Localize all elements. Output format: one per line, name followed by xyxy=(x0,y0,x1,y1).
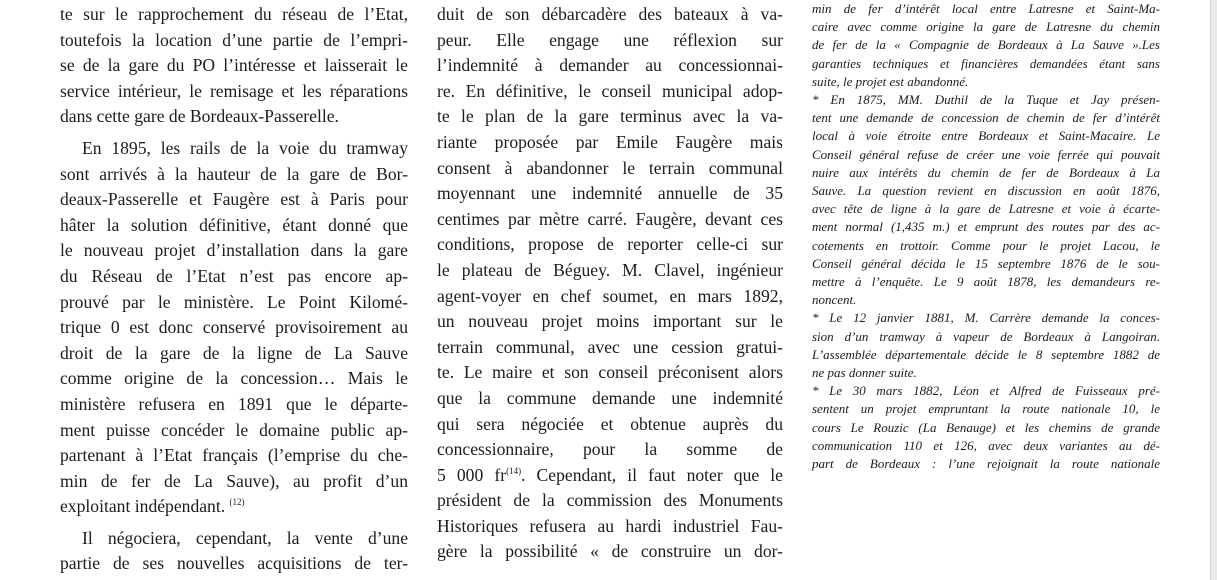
note-line: Conseil général décida le 15 septembre 1876 de le sou- xyxy=(812,255,1160,271)
footnote-ref-14: (14) xyxy=(506,465,522,476)
footnote-ref-12: (12) xyxy=(229,497,245,508)
footnote-column xyxy=(812,0,1160,473)
text-line: partie de ses nouvelles acquisitions de ter- xyxy=(60,553,408,574)
text-line: moyennant une indemnité annuelle de 35 xyxy=(437,183,783,204)
text-line: président de la commission des Monuments xyxy=(437,490,783,511)
text-line: te. Le maire et son conseil préconisent alors xyxy=(437,362,783,383)
text-line: ministère refusera en 1891 que le départe- xyxy=(60,393,408,414)
note-line: cours Le Rouzic (La Benauge) et les chemins de grande xyxy=(812,419,1160,435)
note-line: sentent un projet empruntant la route nationale 10, le xyxy=(812,401,1160,417)
text-line: min de fer de La Sauve), au profit d’un xyxy=(60,470,408,491)
text-line: qui sera négociée et obtenue auprès du xyxy=(437,413,783,434)
text-line: re. En définitive, le conseil municipal adop- xyxy=(437,80,783,101)
text-line: le plateau de Béguey. M. Clavel, ingénieur xyxy=(437,259,783,280)
note-line: Sauve. La question revient en discussion en août 1876, xyxy=(812,183,1160,199)
note-line: ne pas donner suite. xyxy=(812,365,917,381)
note-line: suite, le projet est abandonné. xyxy=(812,73,969,89)
text-line: toutefois la location d’une partie de l’empri- xyxy=(60,29,408,50)
text-line: partenant à l’Etat français (l’emprise du che- xyxy=(60,445,408,466)
note-line: * Le 30 mars 1882, Léon et Alfred de Fuisseaux pré- xyxy=(812,383,1160,399)
text-line: service intérieur, le remisage et les réparations xyxy=(60,80,408,101)
text-line: terrain communal, avec une cession gratui- xyxy=(437,336,783,357)
note-line: part de Bordeaux : l’une rejoignait la route nationale xyxy=(812,456,1160,472)
note-line: * En 1875, MM. Duthil de la Tuque et Jay présen- xyxy=(812,92,1160,108)
note-line: noncent. xyxy=(812,292,857,308)
text-fragment: . Cependant, il faut noter que le xyxy=(521,464,783,485)
text-line: que la commune demande une indemnité xyxy=(437,387,783,408)
note-line: garanties techniques et financières demandées étant sans xyxy=(812,55,1160,71)
text-fragment: exploitant indépendant. xyxy=(60,496,226,517)
note-line: Conseil général refuse de créer une voie ferrée qui pouvait xyxy=(812,146,1160,162)
text-line xyxy=(437,463,783,489)
text-line: se de la gare du PO l’intéresse et laisserait le xyxy=(60,55,408,76)
page-edge-scrollbar xyxy=(1210,0,1217,580)
text-line: gère la possibilité « de construire un dor- xyxy=(437,541,783,562)
text-fragment: 5 000 fr xyxy=(437,464,507,485)
text-line: trique 0 est donc conservé provisoirement au xyxy=(60,317,408,338)
text-column-middle xyxy=(437,0,783,565)
text-line: droit de la gare de la ligne de La Sauve xyxy=(60,342,408,363)
note-line: local à voie étroite entre Bordeaux et Saint-Macaire. Le xyxy=(812,128,1160,144)
text-line: Il négociera, cependant, la vente d’une xyxy=(82,527,408,548)
text-line: duit de son débarcadère des bateaux à va- xyxy=(437,4,783,24)
text-line: l’indemnité à demander au concessionnai- xyxy=(437,55,783,76)
text-line: te sur le rapprochement du réseau de l’Etat, xyxy=(60,4,408,24)
text-line: prouvé par le ministère. Le Point Kilomé- xyxy=(60,291,408,312)
text-line: concessionnaire, pour la somme de xyxy=(437,439,783,460)
text-line: En 1895, les rails de la voie du tramway xyxy=(82,137,408,158)
note-line: avec tête de ligne à la gare de Latresne et voie à écarte- xyxy=(812,201,1160,217)
text-line: ment puisse concéder le domaine public ap- xyxy=(60,419,408,440)
text-column-left xyxy=(60,0,408,577)
text-line: comme origine de la concession… Mais le xyxy=(60,368,408,389)
text-line: le nouveau projet d’installation dans la gare xyxy=(60,240,408,261)
text-line: centimes par mètre carré. Faugère, devant ces xyxy=(437,208,783,229)
text-line: conditions, propose de reporter celle-ci sur xyxy=(437,234,783,255)
note-line: min de fer d’intérêt local entre Latresne et Saint-Ma- xyxy=(812,1,1160,16)
note-line: cotements en trottoir. Comme pour le projet Lacou, le xyxy=(812,237,1160,253)
text-line: te le plan de la gare terminus avec la va- xyxy=(437,106,783,127)
text-line: consent à abandonner le terrain communal xyxy=(437,157,783,178)
note-line: L’assemblée départementale décide le 8 septembre 1882 de xyxy=(812,346,1160,362)
note-line: nuire aux intérêts du chemin de fer de Bordeaux à La xyxy=(812,164,1160,180)
text-line: hâter la solution définitive, étant donné que xyxy=(60,214,408,235)
text-line: un nouveau projet moins important sur le xyxy=(437,311,783,332)
note-line: de fer de la « Compagnie de Bordeaux à La Sauve ».Les xyxy=(812,37,1160,53)
text-line: du Réseau de l’Etat n’est pas encore ap- xyxy=(60,265,408,286)
text-line: deaux-Passerelle et Faugère est à Paris pour xyxy=(60,189,408,210)
text-line: agent-voyer en chef soumet, en mars 1892, xyxy=(437,285,783,306)
text-line: sont arrivés à la hauteur de la gare de Bor- xyxy=(60,163,408,184)
text-line: peur. Elle engage une réflexion sur xyxy=(437,29,783,50)
text-line: Historiques refusera au hardi industriel Fau- xyxy=(437,515,783,536)
note-line: communication 110 et 126, avec deux variantes au dé- xyxy=(812,437,1160,453)
note-line: caire avec comme origine la gare de Latresne du chemin xyxy=(812,19,1160,35)
note-line: * Le 12 janvier 1881, M. Carrère demande la conces- xyxy=(812,310,1160,326)
note-line: sion d’un tramway à vapeur de Bordeaux à Langoiran. xyxy=(812,328,1160,344)
text-line xyxy=(60,494,408,520)
note-line: ment normal (1,435 m.) et emprunt des routes par des ac- xyxy=(812,219,1160,235)
text-line: riante proposée par Emile Faugère mais xyxy=(437,131,783,152)
text-line: dans cette gare de Bordeaux-Passerelle. xyxy=(60,106,339,127)
note-line: mettre à l’enquête. Le 9 août 1878, les demandeurs re- xyxy=(812,274,1160,290)
note-line: tent une demande de concession de chemin de fer d’intérêt xyxy=(812,110,1160,126)
